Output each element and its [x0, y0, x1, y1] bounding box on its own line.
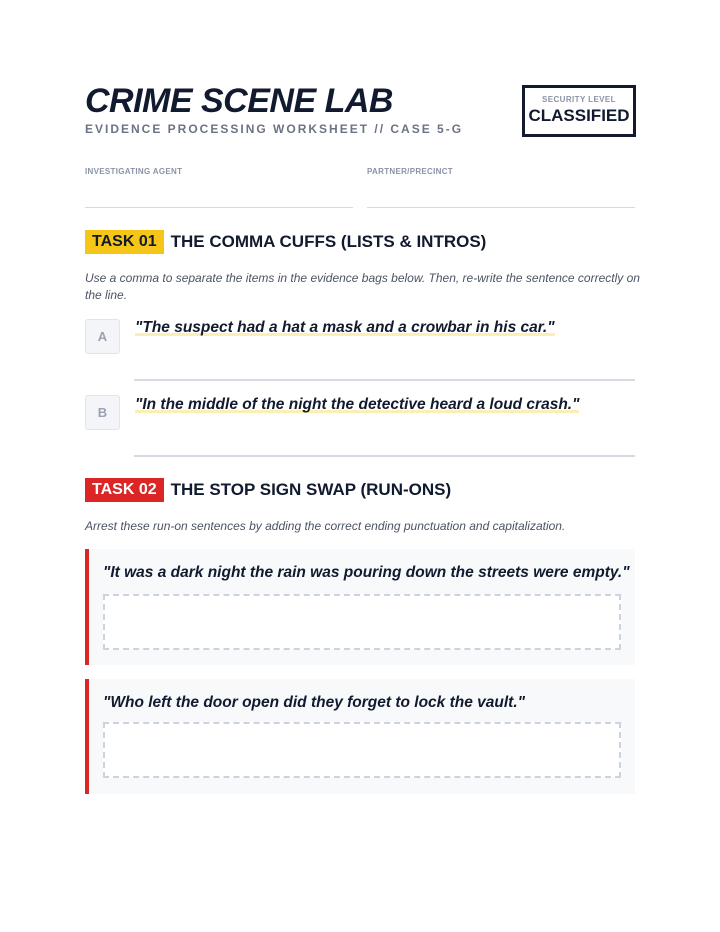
item-a-text: "The suspect had a hat a mask and a crowbar in his car.": [135, 319, 555, 336]
partner-input-line[interactable]: [367, 207, 635, 208]
runon-card-1: [85, 549, 635, 665]
task1-instructions: Use a comma to separate the items in the evidence bags below. Then, re-write the sentence correctly on the line.: [85, 271, 640, 302]
item-a-sentence: [135, 318, 555, 338]
runon-1-sentence: "It was a dark night the rain was pouring down the streets were empty.": [103, 564, 630, 581]
runon-2-answer-box[interactable]: [103, 722, 621, 778]
runon-2-sentence: "Who left the door open did they forget to lock the vault.": [103, 694, 525, 711]
item-a-answer-line[interactable]: [134, 379, 635, 381]
runon-1-answer-box[interactable]: [103, 594, 621, 650]
security-level-label: SECURITY LEVEL: [542, 95, 616, 104]
page-title: CRIME SCENE LAB: [85, 82, 393, 120]
agent-label: INVESTIGATING AGENT: [85, 167, 183, 176]
classified-label: CLASSIFIED: [528, 106, 630, 125]
security-stamp: [522, 85, 636, 137]
item-b-answer-line[interactable]: [134, 455, 635, 457]
task1-header: [85, 230, 486, 254]
agent-input-line[interactable]: [85, 207, 353, 208]
task1-tag: TASK 01: [85, 230, 164, 254]
item-b-text: "In the middle of the night the detective heard a loud crash.": [135, 396, 580, 413]
item-b-letter: B: [85, 395, 120, 430]
item-a-letter: A: [85, 319, 120, 354]
page-subtitle: EVIDENCE PROCESSING WORKSHEET // CASE 5-G: [85, 122, 464, 136]
runon-card-2: [85, 679, 635, 794]
task2-title: THE STOP SIGN SWAP (RUN-ONS): [170, 480, 452, 499]
item-b-sentence: [135, 395, 579, 415]
task1-title: THE COMMA CUFFS (LISTS & INTROS): [170, 232, 487, 251]
task2-instructions: Arrest these run-on sentences by adding the correct ending punctuation and capitalization.: [85, 519, 566, 533]
partner-label: PARTNER/PRECINCT: [367, 167, 453, 176]
task2-tag: TASK 02: [85, 478, 164, 502]
task2-header: [85, 478, 451, 502]
